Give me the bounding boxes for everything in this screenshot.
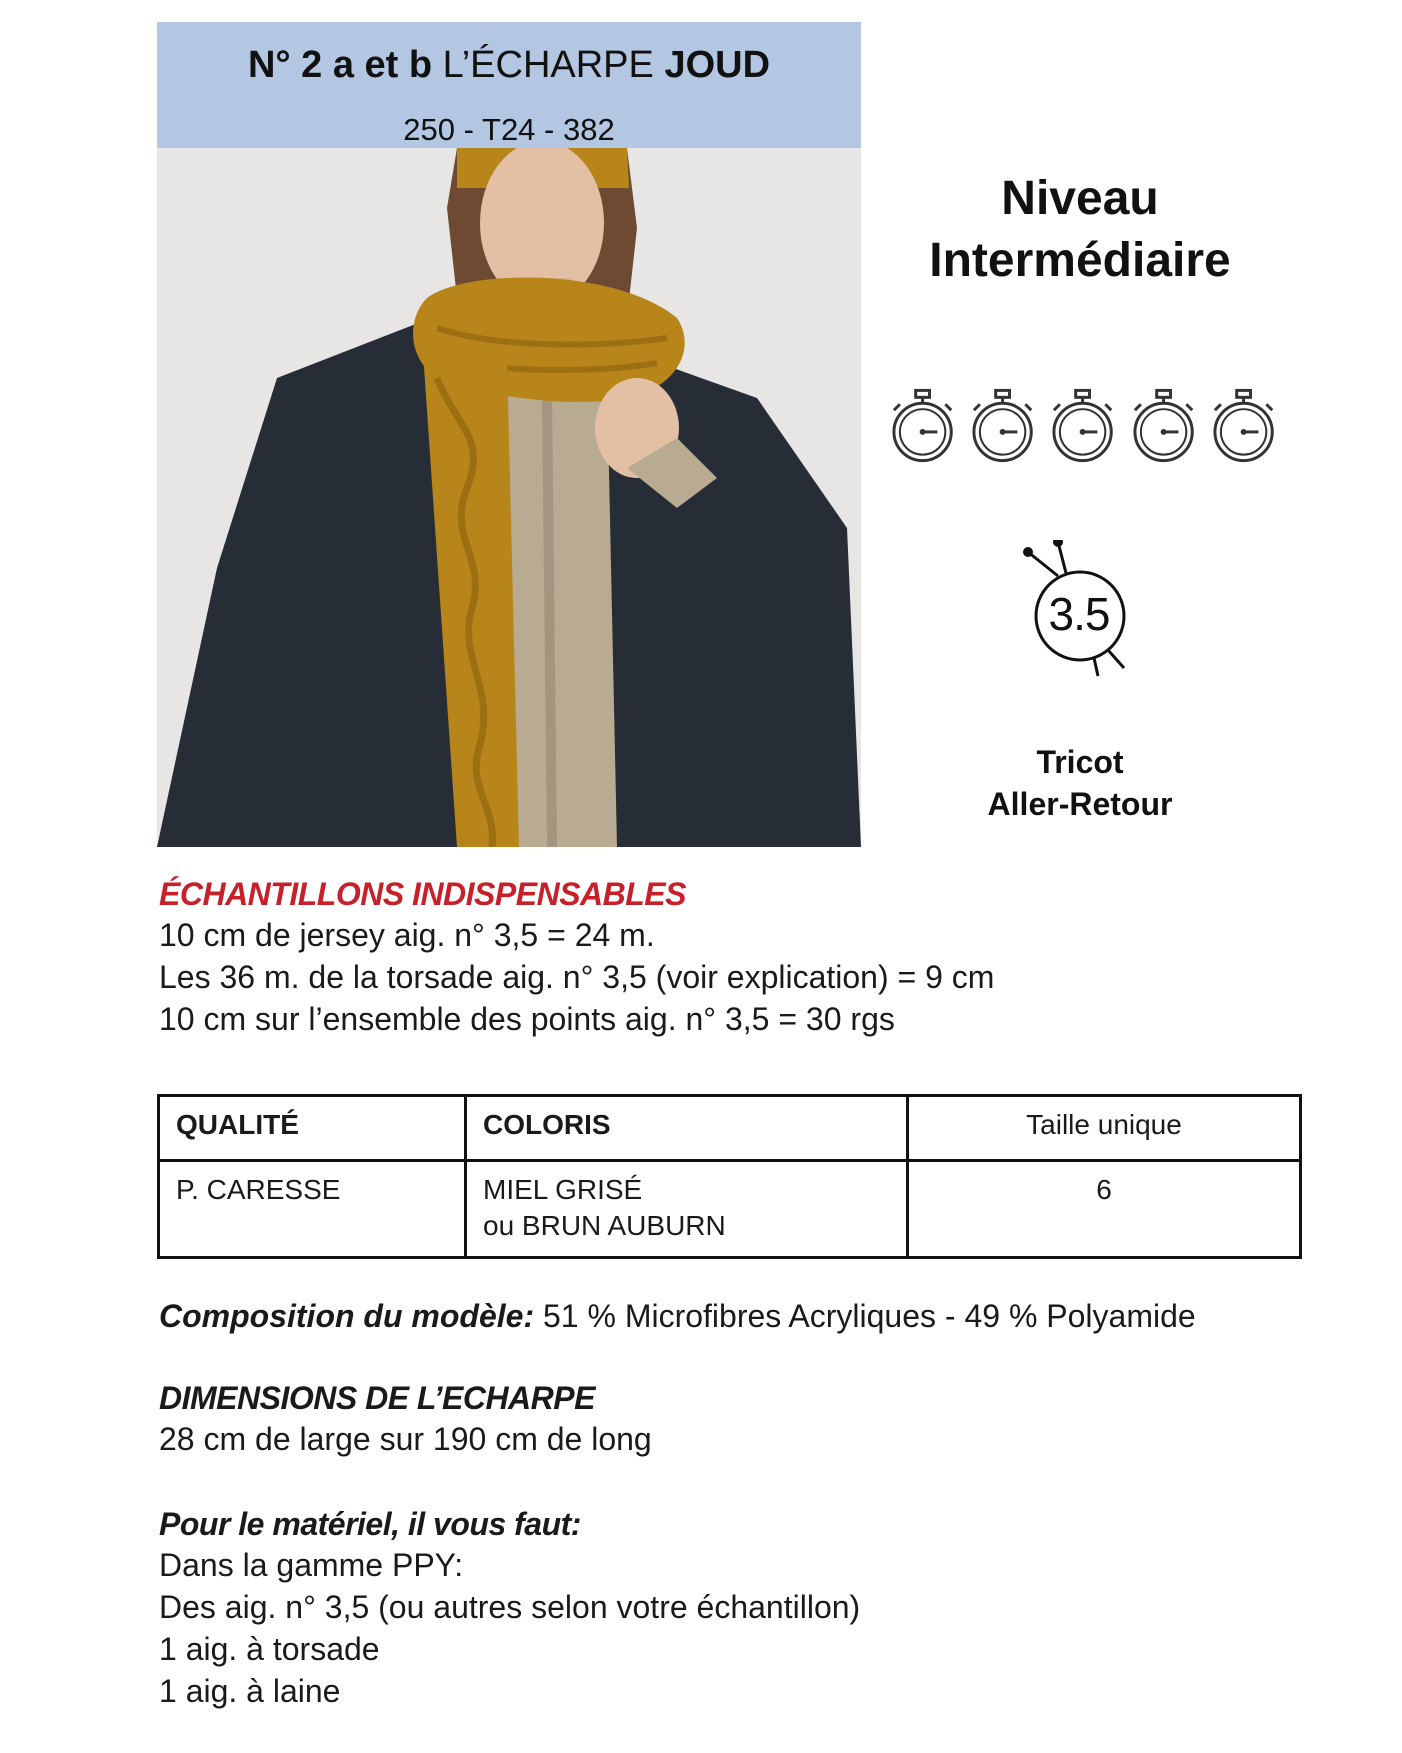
composition-value: 51 % Microfibres Acryliques - 49 % Polyamide xyxy=(542,1298,1196,1334)
materials-title: Pour le matériel, il vous faut: xyxy=(159,1506,581,1542)
technique-line2: Aller-Retour xyxy=(987,786,1173,822)
color-option: ou BRUN AUBURN xyxy=(483,1210,726,1241)
difficulty-level xyxy=(880,168,1280,292)
dimensions-title: DIMENSIONS DE L’ECHARPE xyxy=(159,1380,595,1416)
stopwatch-icon xyxy=(968,388,1037,464)
color-option: MIEL GRISÉ xyxy=(483,1174,643,1205)
technique xyxy=(930,741,1230,825)
product-name: JOUD xyxy=(664,44,771,86)
samples-list xyxy=(159,914,994,1040)
material-line: Dans la gamme PPY: xyxy=(159,1547,464,1583)
composition xyxy=(159,1295,1196,1337)
technique-line1: Tricot xyxy=(1036,744,1124,780)
material-line: 1 aig. à laine xyxy=(159,1673,341,1709)
material-line: Des aig. n° 3,5 (ou autres selon votre échantillon) xyxy=(159,1589,861,1625)
time-rating xyxy=(888,388,1278,464)
table-row xyxy=(159,1161,1301,1258)
level-value: Intermédiaire xyxy=(929,234,1231,287)
level-label: Niveau xyxy=(1001,172,1159,225)
cell-quality: P. CARESSE xyxy=(159,1161,466,1258)
model-photo xyxy=(157,148,861,847)
stopwatch-icon xyxy=(1048,388,1117,464)
header-size: Taille unique xyxy=(908,1096,1301,1161)
stopwatch-icon xyxy=(1129,388,1198,464)
table-header-row xyxy=(159,1096,1301,1161)
stopwatch-icon xyxy=(1209,388,1278,464)
pattern-reference: 250 - T24 - 382 xyxy=(403,112,615,147)
header-colors: COLORIS xyxy=(466,1096,908,1161)
yarn-table xyxy=(157,1094,1302,1259)
pattern-number: N° 2 a et b xyxy=(247,44,433,86)
dimensions-line: 28 cm de large sur 190 cm de long xyxy=(159,1421,652,1457)
cell-quantity: 6 xyxy=(908,1161,1301,1258)
materials-list xyxy=(159,1544,860,1712)
sample-line: Les 36 m. de la torsade aig. n° 3,5 (voir explication) = 9 cm xyxy=(159,959,995,995)
composition-label: Composition du modèle: xyxy=(159,1298,535,1334)
header-band xyxy=(157,22,861,148)
sample-line: 10 cm de jersey aig. n° 3,5 = 24 m. xyxy=(159,917,655,953)
material-line: 1 aig. à torsade xyxy=(159,1631,380,1667)
product-prefix: L’ÉCHARPE xyxy=(442,44,654,86)
stopwatch-icon xyxy=(888,388,957,464)
sample-line: 10 cm sur l’ensemble des points aig. n° 3,5 = 30 rgs xyxy=(159,1001,895,1037)
cell-colors xyxy=(466,1161,908,1258)
dimensions-value xyxy=(159,1418,652,1460)
needle-size: 3.5 xyxy=(1048,588,1110,640)
pattern-title xyxy=(157,42,861,88)
header-quality: QUALITÉ xyxy=(159,1096,466,1161)
samples-title: ÉCHANTILLONS INDISPENSABLES xyxy=(159,876,686,912)
